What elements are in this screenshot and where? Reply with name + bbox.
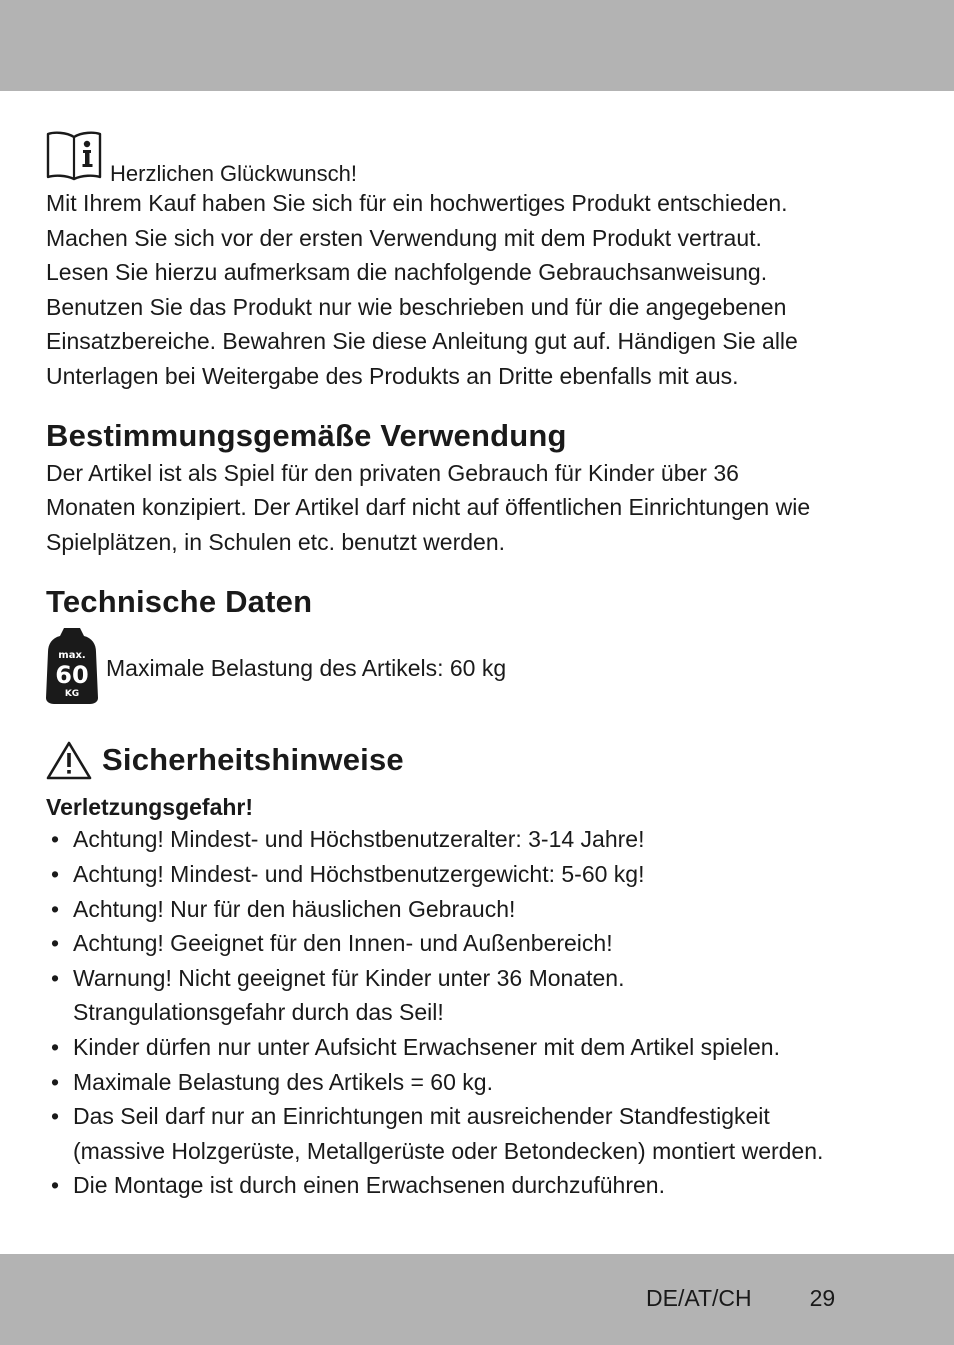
safety-bullet-item [46,857,906,892]
safety-bullet-item [46,926,906,961]
intro-paragraph [46,186,906,394]
intro-line: Mit Ihrem Kauf haben Sie sich für ein hochwertiges Produkt entschieden. [46,190,788,216]
intro-greeting-row [46,132,906,186]
usage-line: Spielplätzen, in Schulen etc. benutzt werden. [46,528,506,555]
weight-icon-unit: KG [64,688,80,699]
safety-bullet-text: Achtung! Mindest- und Höchstbenutzeralter: 3-14 Jahre! [73,826,645,853]
safety-bullet-text: Kinder dürfen nur unter Aufsicht Erwachsener mit dem Artikel spielen. [73,1033,780,1060]
safety-bullet-item [46,1030,906,1065]
safety-heading: Sicherheitshinweise [102,742,404,778]
intro-line: Lesen Sie hierzu aufmerksam die nachfolgende Gebrauchsanweisung. [46,259,768,286]
safety-bullet-item [46,892,906,927]
safety-bullet-text: (massive Holzgerüste, Metallgerüste oder Betondecken) montiert werden. [73,1137,824,1164]
safety-bullet-item [46,961,906,1030]
safety-bullet-text: Warnung! Nicht geeignet für Kinder unter 36 Monaten. [73,964,625,991]
safety-bullet-text: Achtung! Geeignet für den Innen- und Außenbereich! [73,930,613,957]
safety-bullet-text: Strangulationsgefahr durch das Seil! [73,999,444,1026]
page-number: 29 [809,1285,836,1311]
intro-greeting: Herzlichen Glückwunsch! [110,161,357,186]
tech-heading: Technische Daten [46,584,313,620]
safety-bullet-text: Maximale Belastung des Artikels = 60 kg. [73,1068,493,1095]
safety-bullet-list [46,822,906,1203]
safety-bullet-item [46,1065,906,1100]
header-band [0,0,954,91]
usage-line: Monaten konzipiert. Der Artikel darf nicht auf öffentlichen Einrichtungen wie [46,494,811,521]
footer-region: DE/AT/CH [646,1285,752,1311]
safety-bullet-item [46,1168,906,1203]
page-footer [646,1283,835,1313]
intro-line: Unterlagen bei Weitergabe des Produkts an Dritte ebenfalls mit aus. [46,362,739,389]
info-book-icon [46,129,102,186]
weight-icon-value: 60 [55,660,89,689]
intro-line: Machen Sie sich vor der ersten Verwendung mit dem Produkt vertraut. [46,224,762,251]
safety-bullet-text: Achtung! Mindest- und Höchstbenutzergewicht: 5-60 kg! [73,860,645,887]
safety-bullet-text: Die Montage ist durch einen Erwachsenen durchzuführen. [73,1172,665,1199]
usage-line: Der Artikel ist als Spiel für den privaten Gebrauch für Kinder über 36 [46,459,739,486]
weight-icon-max: max. [58,649,86,661]
safety-bullet-text: Das Seil darf nur an Einrichtungen mit ausreichender Standfestigkeit [73,1103,770,1130]
injury-subheading: Verletzungsgefahr! [46,794,254,821]
usage-heading: Bestimmungsgemäße Verwendung [46,417,567,453]
safety-bullet-text: Achtung! Nur für den häuslichen Gebrauch! [73,895,516,922]
safety-bullet-item [46,822,906,857]
safety-heading-row [46,740,906,780]
warning-triangle-icon [46,740,92,780]
intro-line: Einsatzbereiche. Bewahren Sie diese Anleitung gut auf. Händigen Sie alle [46,328,798,355]
intro-line: Benutzen Sie das Produkt nur wie beschrieben und für die angegebenen [46,293,787,320]
weight-max-icon [46,626,98,711]
safety-bullet-item [46,1099,906,1168]
page-content [46,132,906,1203]
max-load-row [46,628,906,708]
max-load-text: Maximale Belastung des Artikels: 60 kg [106,654,507,681]
usage-paragraph [46,456,906,560]
